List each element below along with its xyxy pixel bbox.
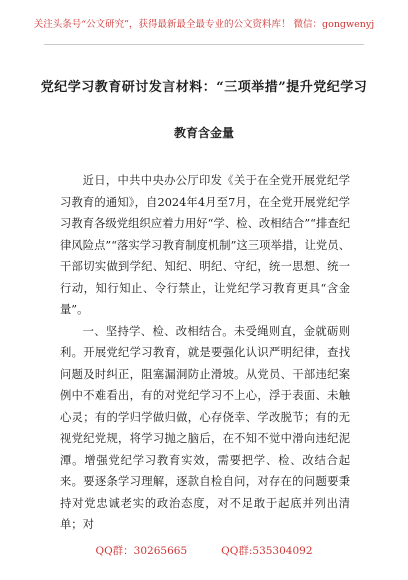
footer-qq-group-2: QQ群:535304092	[221, 545, 313, 557]
document-title: 党纪学习教育研讨发言材料：“三项举措”提升党纪学习	[40, 80, 368, 95]
paragraph-intro: 近日，中共中央办公厅印发《关于在全党开展党纪学习教育的通知》，自2024年4月至7月，在全党开展党纪学习教育各级党组织应着力用好“学、检、改相结合”“排查纪律风险点”“落实学习教育制度机制”这三项举措，让党员、干部切实做到学纪、知纪、明纪、守纪，统一思想、统一行动，知行知止、令行禁止，让党纪学习教育更具“含金量”。	[60, 174, 350, 316]
header-divider	[44, 44, 364, 45]
paragraph-section-one: 一、坚持学、检、改相结合。未受绳则直，金就砺则利。开展党纪学习教育，就是要强化认识严明纪律，查找问题及时纠正，阻塞漏洞防止滑坡。从党员、干部违纪案例中不难看出，有的对党纪学习不上心，浮于表面、未触心灵；有的学归学做归做，心存侥幸、学改脱节；有的无视党纪党规，将学习抛之脑后，在不知不觉中滑向违纪泥潭。增强党纪学习教育实效，需要把学、检、改结合起来。要逐条学习理解，逐款自检自问，对存在的问题要秉持对党忠诚老实的政治态度，对不足敢于起底并列出清单；对	[60, 324, 350, 531]
header-note: 关注头条号“公文研究”，获得最新最全最专业的公文资料库！ 微信：gongwenyj	[33, 19, 375, 30]
footer-qq-group-1: QQ群：30265665	[95, 545, 188, 557]
footer	[0, 543, 408, 558]
document-subtitle: 教育含金量	[173, 126, 234, 140]
document-body	[60, 170, 350, 536]
